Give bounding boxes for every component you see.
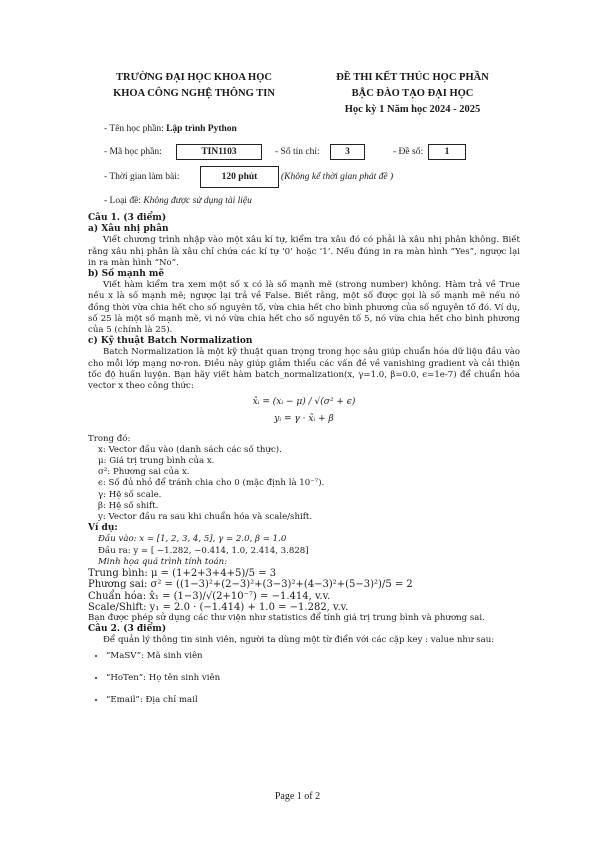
definition-item: y: Vector đầu ra sau khi chuẩn hóa và scale/shift.	[98, 512, 313, 523]
list-item: • “Email”: Địa chỉ mail	[106, 695, 520, 706]
example-normalize: Chuẩn hóa: x̂₁ = (1−3)/√(2+10⁻⁷) = −1.414, v.v.	[88, 590, 331, 602]
example-mean: Trung bình: μ = (1+2+3+4+5)/5 = 3	[88, 568, 277, 580]
question-1b-text: Viết hàm kiểm tra xem một số x có là số mạnh mẽ (strong number) không. Hàm trả về True nếu x là số mạnh mẽ; ngược lại trả về False. Biết rằng, một số được gọi là số mạnh mẽ nếu nó đồng thời vừa chia hết cho số nguyên tố, vừa chia hết cho bình phương của số nguyên tố đó. Ví dụ, số 25 là một số mạnh mẽ, vì nó vừa chia hết cho số nguyên tố 5, nó vừa chia hết cho bình phương của 5 (chính là 25).	[88, 280, 520, 336]
library-note: Bạn được phép sử dụng các thư viện như statistics để tính giá trị trung bình và phương sai.	[88, 612, 485, 623]
definition-item: μ: Giá trị trung bình của x.	[98, 456, 215, 467]
course-label: - Tên học phần:	[104, 124, 164, 134]
example-input: Đầu vào: x = [1, 2, 3, 4, 5], γ = 2.0, β = 1.0	[98, 534, 287, 545]
question-1a-text: Viết chương trình nhập vào một xâu kí tự, kiểm tra xâu đó có phải là xâu nhị phân không. Biết rằng xâu nhị phân là xâu chỉ chứa các kí tự ‘0’ hoặc ‘1’. Nếu đúng in ra màn hình “Yes”, ngược lại in ra màn hình “No”.	[88, 235, 520, 268]
course-name-row	[104, 124, 237, 134]
example-scale-shift: Scale/Shift: y₁ = 2.0 · (−1.414) + 1.0 = −1.282, v.v.	[88, 601, 349, 613]
example-variance: Phương sai: σ² = ((1−3)²+(2−3)²+(3−3)²+(4−3)²+(5−3)²)/5 = 2	[88, 579, 413, 591]
course-value: Lập trình Python	[166, 124, 237, 134]
faculty-name: KHOA CÔNG NGHỆ THÔNG TIN	[113, 88, 275, 99]
exam-type-label: - Loại đề:	[104, 196, 141, 206]
example-title: Ví dụ:	[88, 523, 118, 534]
university-name: TRƯỜNG ĐẠI HỌC KHOA HỌC	[116, 72, 272, 83]
question-1a-title: a) Xâu nhị phân	[88, 224, 169, 235]
question-1b-title: b) Số mạnh mẽ	[88, 269, 165, 280]
exam-level: BẬC ĐÀO TẠO ĐẠI HỌC	[351, 88, 474, 99]
definition-item: β: Hệ số shift.	[98, 500, 159, 511]
exam-number-box: 1	[428, 144, 466, 160]
course-code-box: TIN1103	[176, 144, 262, 160]
credits-box: 3	[330, 144, 365, 160]
exam-semester: Học kỳ 1 Năm học 2024 - 2025	[344, 104, 481, 115]
time-label: - Thời gian làm bài:	[104, 172, 180, 182]
exam-type-row	[104, 196, 252, 206]
list-item: • “HoTen”: Họ tên sinh viên	[106, 673, 520, 684]
student-keys-list	[88, 651, 520, 707]
time-note: (Không kể thời gian phát đề )	[281, 172, 394, 182]
list-item: • “MaSV”: Mã sinh viên	[106, 651, 520, 662]
university-header	[94, 70, 294, 102]
exam-title: ĐỀ THI KẾT THÚC HỌC PHẦN	[336, 72, 489, 83]
course-code-label: - Mã học phần:	[104, 147, 162, 157]
exam-number-label: - Đề số:	[393, 147, 424, 157]
formula-normalize: x̂ᵢ = (xᵢ − μ) / √(σ² + ϵ)	[252, 397, 356, 408]
time-box: 120 phút	[200, 166, 279, 188]
definition-item: ϵ: Số đủ nhỏ để tránh chia cho 0 (mặc định là 10⁻⁷).	[98, 478, 325, 489]
course-code-row	[104, 147, 162, 157]
credits-label: - Số tín chỉ:	[275, 147, 320, 157]
definition-item: x: Vector đầu vào (danh sách các số thực).	[98, 444, 282, 455]
formula-scale-shift: yᵢ = γ · x̂ᵢ + β	[274, 414, 334, 425]
example-steps-title: Minh họa quá trình tính toán:	[98, 556, 228, 567]
page-number: Page 1 of 2	[274, 791, 321, 802]
exam-type-value: Không được sử dụng tài liệu	[143, 196, 252, 206]
exam-header	[300, 70, 525, 118]
exam-content	[88, 213, 520, 717]
question-2-title: Câu 2. (3 điểm)	[88, 624, 167, 635]
question-1-title: Câu 1. (3 điểm)	[88, 213, 167, 223]
question-1c-text: Batch Normalization là một kỹ thuật quan trọng trong học sâu giúp chuẩn hóa dữ liệu đầu vào cho mỗi lớp mạng nơ-ron. Điều này giúp giảm thiểu các vấn đề về vanishing gradient và cải thiện tốc độ huấn luyện. Bạn hãy viết hàm batch_normalization(x, γ=1.0, β=0.0, ϵ=1e-7) để chuẩn hóa vector x theo công thức:	[88, 347, 520, 392]
question-2-intro: Để quản lý thông tin sinh viên, người ta dùng một từ điển với các cặp key : value như sau:	[103, 635, 495, 646]
example-output: Đầu ra: y = [ −1.282, −0.414, 1.0, 2.414, 3.828]	[98, 545, 309, 556]
question-1c-title: c) Kỹ thuật Batch Normalization	[88, 336, 253, 347]
definition-item: σ²: Phương sai của x.	[98, 467, 190, 478]
definitions-intro: Trong đó:	[88, 433, 131, 444]
definition-item: γ: Hệ số scale.	[98, 489, 162, 500]
